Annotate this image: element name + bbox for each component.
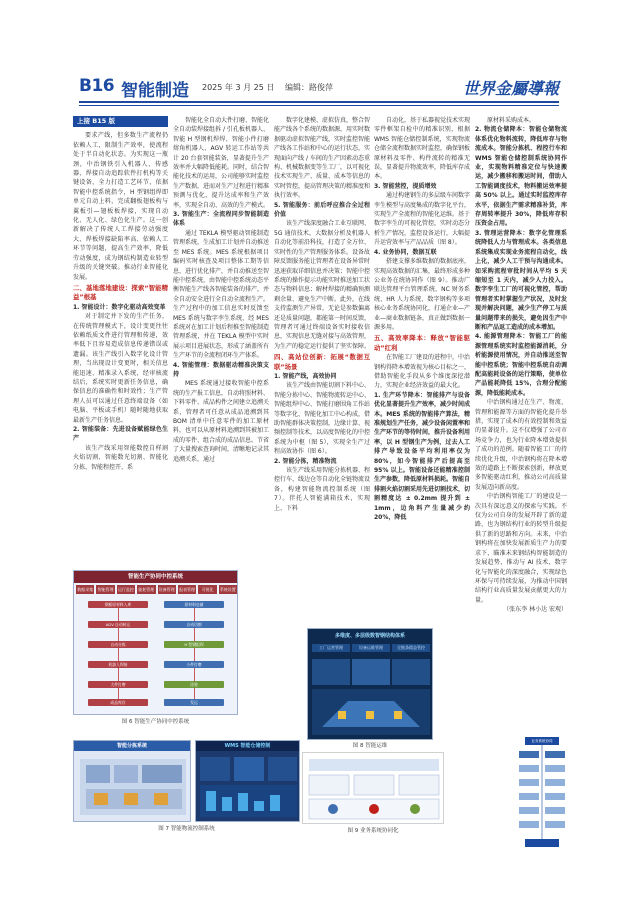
paragraph: 该生产线深度融合工业互联网、5G 通信技术，大数据分析及机器人自动化等前沿科技，打造了全方位、实时性的生产管理服务体系。设备故障反馈服务能让管理者在设备异常时迅速获取详细信息并决策；智能中控系统的操作提示功能实时推送加工状态与物料信息；解材焊接的精确预测剩余量、避免生产中断。此外，在线支持监测生产异常，无论是参数偏离还是质量问题，都能第一时间反馈，管理者可通过终端设备实时接收信息，实现信息无缝对接与高效管理，为生产的稳定运行提供了坚实保障。 xyxy=(274,220,370,350)
paragraph: 在智能工厂建设的进程中，中治钢构得降本增效视为核心目标之一，借助智能化手段从多个维度深挖潜力，实现企业经济效益的最大化。 xyxy=(374,354,470,390)
flow-node: 自动分拣 xyxy=(88,641,148,648)
article-column-4 xyxy=(374,116,470,621)
figure-9-business-collab xyxy=(302,752,444,824)
flow-node: 成品库存 xyxy=(88,699,148,706)
figure-7-right-title: WMS 智能仓储控制 xyxy=(196,741,299,751)
subsection-heading: 2. 智能分拣，精准物流 xyxy=(274,457,337,465)
figure-10-system-diagram xyxy=(517,735,567,855)
flow-node: 小件打磨 xyxy=(164,661,224,668)
figure-8-title: 多维度、多层级数智钢结构体系 xyxy=(334,633,405,639)
subsection-heading: 3. 智能营控，提质增效 xyxy=(374,182,437,190)
subsection-heading: 3. 智能生产：全流程同步智能制造体系 xyxy=(173,211,269,228)
header-rule-thin xyxy=(79,105,559,106)
section-heading: 二、基地落地建设：探索“智能精益”根基 xyxy=(73,283,168,302)
figure-8-tab: 工厂运营管理 xyxy=(312,644,350,652)
paragraph: 自动化，基于私器视觉技术实现零件框架自检中的精准识别，根据 WMS 智能仓储控制系统，实现物流仓储全流程数据实时监控，确保钢板原材料及零件、构件流转的精准无误，显著提升物流效率，降低库存成本。 xyxy=(374,117,470,181)
subsection-heading: 1. 生产环节降本：智能排产与设备优化显著提升生产效率，减少时间成本。MES 系统的智能排产算法，精准规划生产任务，减少设备闲置率和生产环节的等待时间，推升设备利用率，以 H 型钢生产为例，过去人工排产导致设备平均利用率仅为 80%，如今智能排产后提高至 95% 以上。智能设备还能精准控制生产参数，降低原材料损耗。智能自排割火焰切割采用先进切割技术，切割精度达 ± 0.2mm 提升到 ± 1mm，边角料产生量减少约 20%，降低 xyxy=(374,391,470,522)
subsection-heading: 4. 业务协同，数据互联 xyxy=(374,248,437,256)
article-column-3 xyxy=(274,116,370,616)
page-number: B16 xyxy=(79,76,115,96)
collaboration-diagram xyxy=(303,753,444,824)
flow-node: AGV 自动转运 xyxy=(88,621,148,628)
subsection-heading: 2. 智能装备：先进设备赋能绿色生产 xyxy=(73,426,168,443)
subsection-heading: 5. 智能服务：前后呼应推合全过程价值 xyxy=(274,201,370,219)
nav-tab: 可视化 xyxy=(198,585,216,594)
nav-tab: 运行监控 xyxy=(117,587,134,592)
warehouse-illustration xyxy=(74,751,191,822)
flow-node: 大件打磨 xyxy=(88,681,148,688)
issue-date: 2025 年 3 月 25 日 xyxy=(202,83,275,92)
paragraph: 对于制定并下发的生产任务，在传统管理模式下，设计变更往往依赖纸质文件进行管理和传递，效率低下且容易造成信息传递错误或遗漏。该生产线引入数字化设计管理，当出现设计变更时，相关信息能迅速、精准录入系统，经审核流结后，系统实时更新任务信息，确保信息的准确性和时效性；生产管理人员可以通过任意终端设备（如电脑、平板或手机）随时随地获取最新生产任务信息。 xyxy=(73,313,168,424)
nav-tab: 报表管理 xyxy=(179,587,196,592)
paragraph: 通过构建钢生的多层级车间数字孪生模型与高度集成的数字化平台，实现生产全流程的智能化运维。基于数字孪生的可视化管控，实时动态分析生产情况，监控设备运行，大幅提升运营效率与产品品质（图 8）。 xyxy=(374,192,470,247)
article-column-1 xyxy=(73,116,168,564)
wms-dashboard xyxy=(196,751,300,822)
paragraph: 数字化建模、虚拟仿真，整合智能产线各个系统的数据源，用实时数据驱动虚拟智能产线，实时监控智能产线各工作站和中心的运行状态，实现面向产线 / 车间的生产因素动态重构、机械数据变等生工厂，以可视化技术实现生产、质量、成本等信息的实时管控，提高管理决策的精准度和执行效率。 xyxy=(274,117,370,200)
system-tree-diagram xyxy=(517,735,567,855)
paragraph: MES 系统通过接收智能中控系统的生产报工信息，自动将照材料、下料零件、成品构件之间建立追溯关系，管理者可任意从成品追溯到其 BOM 清单中任意零件的加工原材料，也可以从原材料追溯到其被加工成的零件、组合成的成品信息。节省了大量搜索查询时间，清晰地记录其追溯关系，通过 xyxy=(173,380,269,463)
figure-7-wms-screen xyxy=(195,740,300,822)
article-column-2 xyxy=(173,116,269,564)
figure-8-digital-twin xyxy=(307,628,433,740)
subsection-heading: 4. 智能管理：数据驱动精准决策支持 xyxy=(173,361,269,378)
figure-8-caption: 图 8 智能运维 xyxy=(352,743,388,749)
continued-tag: 上接 B15 版 xyxy=(73,116,168,127)
paragraph: 通过 TEKLA 模型驱动智能制造管理系统，生成加工计划并自动推送至 MES 系统。MES 系统根据项目编码实时核查及项目整体工期等信息，进行优化排产，并自动推送至智能中控系统，由智能中控系统动态平衡智能生产线各智能装备的排产，并全自动安全进行全自动全流程生产。生产过程中的加工信息实时反馈至 MES 系统与数字孪生系统，经 MES 系统对在加工计划后程推至智能制造管理系统，并在 TEKLA 模型中实时展示项目进展状态，形成了涵盖所有生产环节的全流程闭环生产体系。 xyxy=(173,229,269,360)
page-header xyxy=(79,76,559,102)
factory-3d-view xyxy=(308,655,433,740)
nav-tab: 智能管理 xyxy=(97,587,114,592)
flow-node: 涂装 xyxy=(164,681,224,688)
nav-tab: 系统设置 xyxy=(219,587,236,592)
figure-7-left-title: 智能分拣系统 xyxy=(74,741,190,751)
subsection-heading: 3. 管理运营降本：数字化管理系统降低人力与管理成本。各类信息系统集成实现业务流程自动化，线上化，减少人工干预与沟通成本。如采购流程审批时间从平均 5 天缩短至 1 天内，减少人力投入。数字孪生工厂的可视化管控，帮助管理者实时掌握生产状况，及时发现并解决问题，减少生产停工与质量问题带来的损失，避免因生产中断和产品返工造成的成本增加。 xyxy=(475,229,567,331)
nav-tab: 设备管理 xyxy=(158,587,175,592)
paragraph: 原材料采购成本。 xyxy=(487,117,536,124)
paragraph: 中治钢构通过在生产、物流、管理和能源等方面的智能化提升举措，实现了成本的有效控制和效益的显著提升。这不仅增强了公司市场竞争力，也为行业降本增效提供了成功的范例。随着智能工厂的持续优化升级，中治钢构将在降本增效的道路上不断探索创新，释放更多智能驱动红利，推动公司高质量发展迈向新高度。 xyxy=(475,399,567,491)
flow-node: 自动切割 xyxy=(164,621,224,628)
flow-connector xyxy=(118,601,119,705)
author-signature: （张东李 林小达 宏观） xyxy=(503,606,567,614)
nav-tab: 能耗管理 xyxy=(138,587,155,592)
figure-6-control-system xyxy=(73,570,238,715)
section-heading: 五、高效率降本：释放“智能驱动”红利 xyxy=(374,334,470,352)
paragraph: 中治钢构智能工厂的建设是一次具有深远意义的探索与实践。不仅为公司自身的发展开辟了新的道路，也为钢结构行业的转型升级提供了新的思路和方向。未来，中治钢构将在加快发展新质生产力的要求下，瞄准未来钢结构智能制造的发展趋势，推动与 AI 技术、数字化与智能化的深度融合，实现绿色环保与可持续发展，为推动中国钢结构行业高质量发展贡献更大的力量。 xyxy=(475,493,567,604)
section-heading: 四、高站位创新：拓展“数据互联”场景 xyxy=(274,353,370,371)
subsection-heading: 2. 物流仓储降本：智能仓储物流体系优化物料流转，降低库存与物流成本。智能分拣机、程控行车和 WMS 智能仓储控制系统协同作业，实现物料精准定位与快速搬运，减少搬移和搬运时间，借助人工智能调度技术，物料搬运效率提高 50% 以上。通过实时监控库存水平，依据生产需求精准补货，库存周转率提升 30%，降低库存积压资金占用。 xyxy=(475,126,567,228)
figure-9-caption: 图 9 业务系统协同化 xyxy=(347,828,399,834)
flow-node: 原材料仓储 xyxy=(164,601,224,608)
section-title: 智能制造 xyxy=(121,81,189,101)
flow-node: 钢板原材料入库 xyxy=(88,601,148,608)
figure-8-tab: 设备运维管理 xyxy=(352,644,390,652)
article-column-5 xyxy=(475,116,567,728)
subsection-heading: 1. 智能设计：数字化驱动高效变革 xyxy=(73,303,166,311)
paragraph: 该生产线采用智能数控自样割火焰切割、智能数光切割、智能化分拣、智能程控开、系 xyxy=(73,444,168,471)
flow-node: 发运 xyxy=(164,699,224,706)
figure-6-nav xyxy=(76,585,237,594)
figure-7-caption: 图 7 智能物流控制系统 xyxy=(158,826,215,832)
editor-credit: 编辑：路俊萍 xyxy=(285,83,333,92)
subsection-heading: 4. 能源管理降本：智能工厂的能源管理系统实时监控能源消耗，分析能源使用情况，并自动推送至智能中控系统；智能中控系统自动调配高能耗设备的运行策略，使单位产品能耗降低 15%，合理分配能源，降低能耗成本。 xyxy=(475,333,567,397)
paragraph: 搭建支撑多维数据的数据底座，实现高效数据的汇集，最终形成多种公业务在统协同作（图 9）。推动广联达管理平台管理系统、NC 财务系统、HR 人力系统、数字钢构等多项核心业务系统协同化，打通企业—产业—商业数据链条，真正做到数据一源多用。 xyxy=(374,258,470,331)
paragraph: 该生产线由智能切割下料中心、智能分拣中心、智能物流转运中心、智能组焊中心、智能打磨围角工作站等数字化、智能化加工中心构成，借助智能群体决策控制，边缘计算、视频控制等技术，以高度智能化的中控系统为中枢（图 5），实现全生产过程高效协作（图 6）。 xyxy=(274,382,370,456)
paragraph: 智能化全自动大件打磨、智能化全自动装焊接组拆 / 引孔板机器人、智能 H 型钢机焊焊、智能小件打磨熔角机器人、AGV 转运工作站等共计 20 台套智能装备，显著提升生产效率并大幅降低能耗。同时，结合智能化技术的运用，公司能够实时监控生产数据，进而对生产过程进行精准预测与优化，提升达成率和生产效率，实现全自动、高效的生产模式。 xyxy=(173,117,269,209)
nav-tab: 数据采集 xyxy=(77,587,94,592)
flow-connector xyxy=(194,601,195,705)
paragraph: 该生产线采用智能分拣机器、程控行车、线边仓等自动化全链物流设备，构建智能物流控制系统（图 7）。伴托人智能满箱技术，实现上、下料 xyxy=(274,467,370,512)
figure-6-title: 智能生产协同中控系统 xyxy=(74,571,237,583)
figure-6-caption: 图 6 智能生产协同中控系统 xyxy=(121,719,190,725)
subsection-heading: 1. 智能产线，高效协同 xyxy=(274,372,337,380)
figure-8-tab: 全链条精益管控 xyxy=(392,644,430,652)
flow-node: 机器人焊接 xyxy=(88,661,148,668)
newspaper-masthead: 世界金屬導報 xyxy=(462,79,559,98)
figure-7-sorting-screen xyxy=(73,740,191,822)
header-rule-thick xyxy=(79,101,559,103)
figure-10-label: 业务系统协同 xyxy=(531,739,553,743)
flow-node: H 型钢组焊 xyxy=(164,641,224,648)
paragraph: 要求产线，但多数生产流程仍依赖人工，限制生产效率，使流程处于半自动化状态。为实现这一瓶颈，中治钢铁引入机器人、传感器、焊接自动追踪软件打机构等关键设备，全力打造工艺环节，依据智能中控系统指令，H 型钢组焊即单元自动上料，完成翻板翅板构与翼板引—翅板板焊接，实现自动化、无人化、绿色化生产。这一创新解决了传统人工焊接劳动强度大、焊板焊接缺陷率高、依赖人工环节等问题，提高生产效率，降低劳动强度，成为钢结构制造业转型升级的关键突破。推动行业智能化发展。 xyxy=(73,132,168,281)
